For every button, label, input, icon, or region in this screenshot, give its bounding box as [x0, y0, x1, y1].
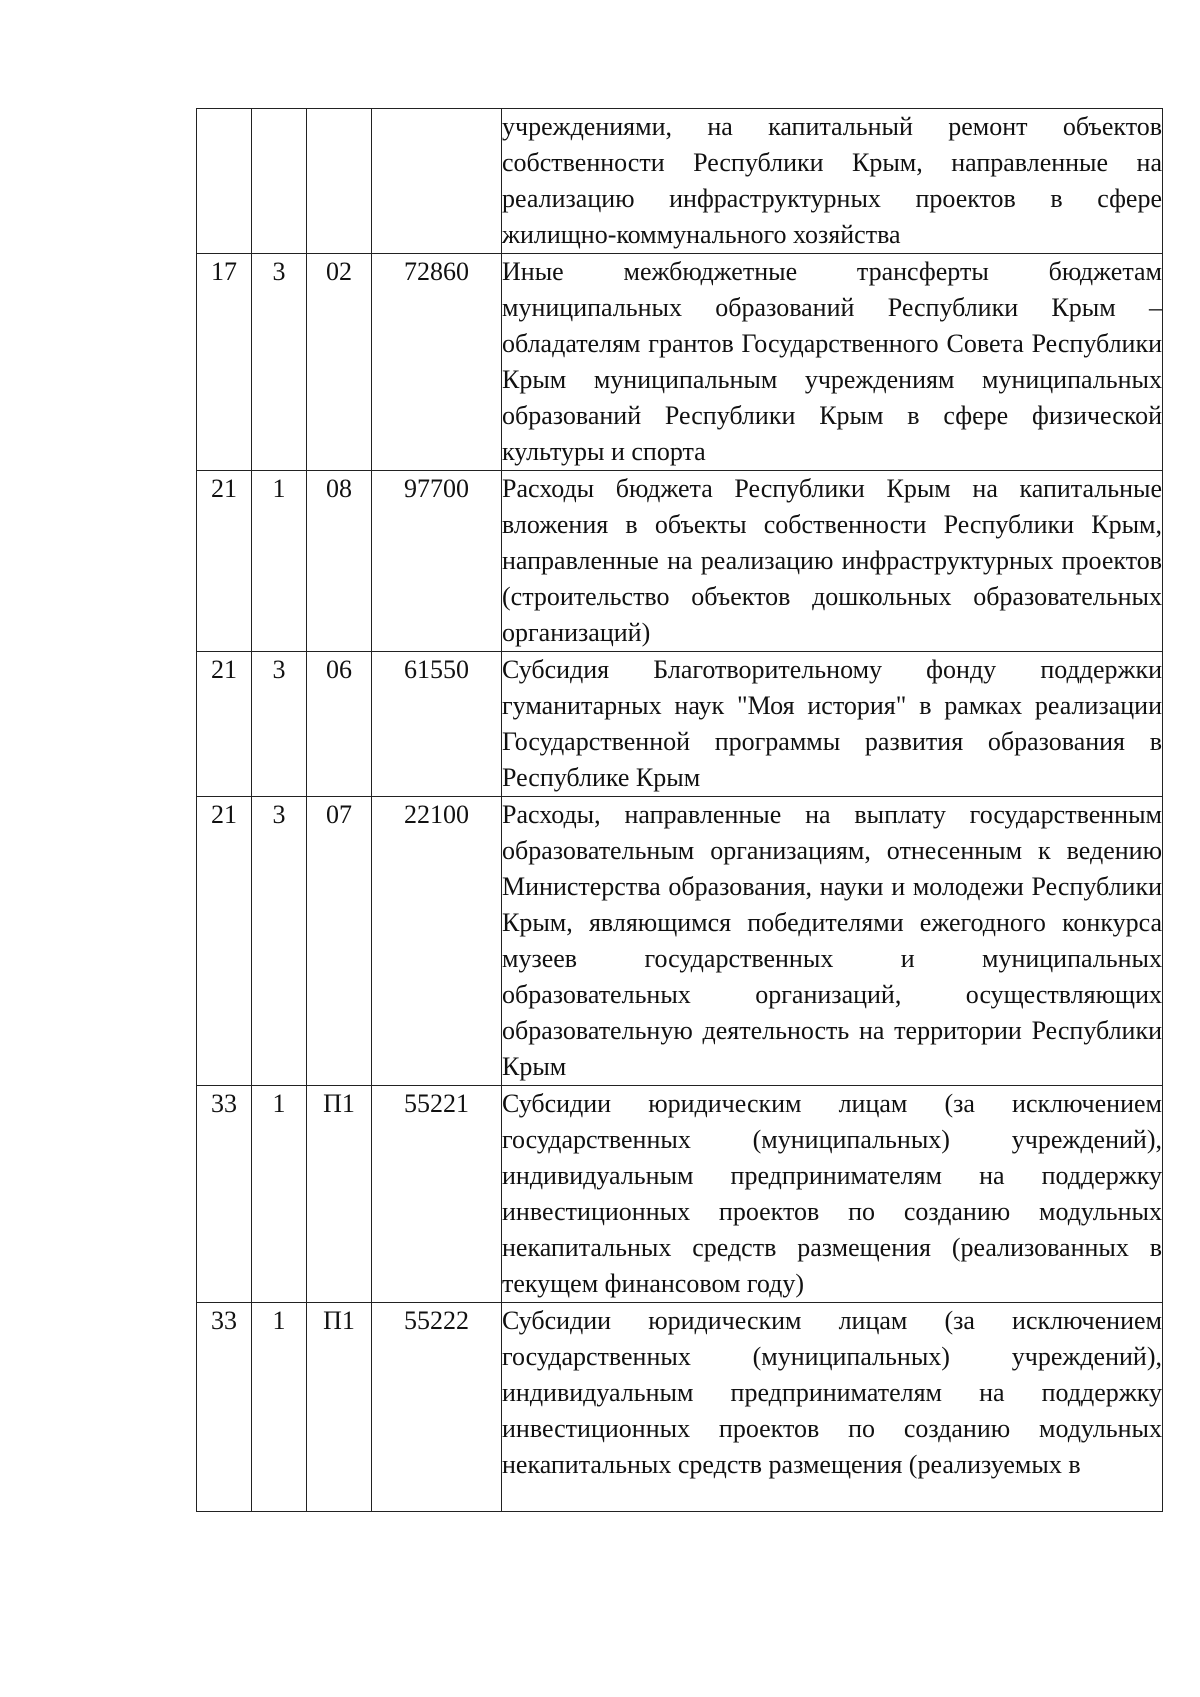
code-program: 21 [197, 471, 252, 652]
code-event: 08 [307, 471, 372, 652]
code-direction: 22100 [372, 797, 502, 1086]
expense-description: Иные межбюджетные трансферты бюджетам муниципальных образований Республики Крым – обладателям грантов Государственного Совета Республики Крым муниципальным учреждениям муниципальных образований Республики Крым в сфере физической культуры и спорта [502, 254, 1163, 471]
expense-description: учреждениями, на капитальный ремонт объектов собственности Республики Крым, направленные на реализацию инфраструктурных проектов в сфере жилищно-коммунального хозяйства [502, 109, 1163, 254]
expense-description: Субсидии юридическим лицам (за исключением государственных (муниципальных) учреждений), индивидуальным предпринимателям на поддержку инвестиционных проектов по созданию модульных некапитальных средств размещения (реализованных в текущем финансовом году) [502, 1086, 1163, 1303]
code-program: 21 [197, 797, 252, 1086]
expense-description: Субсидии юридическим лицам (за исключением государственных (муниципальных) учреждений), индивидуальным предпринимателям на поддержку инвестиционных проектов по созданию модульных некапитальных средств размещения (реализуемых в [502, 1303, 1163, 1512]
budget-classification-table [196, 108, 1163, 1512]
table-row [197, 1086, 1163, 1303]
code-event: П1 [307, 1303, 372, 1512]
table-row [197, 1303, 1163, 1512]
code-direction: 97700 [372, 471, 502, 652]
code-subprogram: 3 [252, 797, 307, 1086]
code-direction: 72860 [372, 254, 502, 471]
code-program: 21 [197, 652, 252, 797]
table-row [197, 652, 1163, 797]
code-program: 17 [197, 254, 252, 471]
code-event [307, 109, 372, 254]
code-subprogram [252, 109, 307, 254]
code-program [197, 109, 252, 254]
code-direction: 55221 [372, 1086, 502, 1303]
code-program: 33 [197, 1086, 252, 1303]
expense-description: Субсидия Благотворительному фонду поддержки гуманитарных наук "Моя история" в рамках реализации Государственной программы развития образования в Республике Крым [502, 652, 1163, 797]
code-direction: 55222 [372, 1303, 502, 1512]
table-row [197, 109, 1163, 254]
code-subprogram: 1 [252, 471, 307, 652]
code-direction: 61550 [372, 652, 502, 797]
code-subprogram: 1 [252, 1086, 307, 1303]
code-event: П1 [307, 1086, 372, 1303]
code-event: 06 [307, 652, 372, 797]
code-event: 02 [307, 254, 372, 471]
code-subprogram: 3 [252, 652, 307, 797]
code-program: 33 [197, 1303, 252, 1512]
table-row [197, 254, 1163, 471]
code-subprogram: 1 [252, 1303, 307, 1512]
expense-description: Расходы бюджета Республики Крым на капитальные вложения в объекты собственности Республики Крым, направленные на реализацию инфраструктурных проектов (строительство объектов дошкольных образовательных организаций) [502, 471, 1163, 652]
expense-description: Расходы, направленные на выплату государственным образовательным организациям, отнесенным к ведению Министерства образования, науки и молодежи Республики Крым, являющимся победителями ежегодного конкурса музеев государственных и муниципальных образовательных организаций, осуществляющих образовательную деятельность на территории Республики Крым [502, 797, 1163, 1086]
code-event: 07 [307, 797, 372, 1086]
code-subprogram: 3 [252, 254, 307, 471]
table-row [197, 471, 1163, 652]
code-direction [372, 109, 502, 254]
document-page [196, 108, 1162, 1512]
table-row [197, 797, 1163, 1086]
